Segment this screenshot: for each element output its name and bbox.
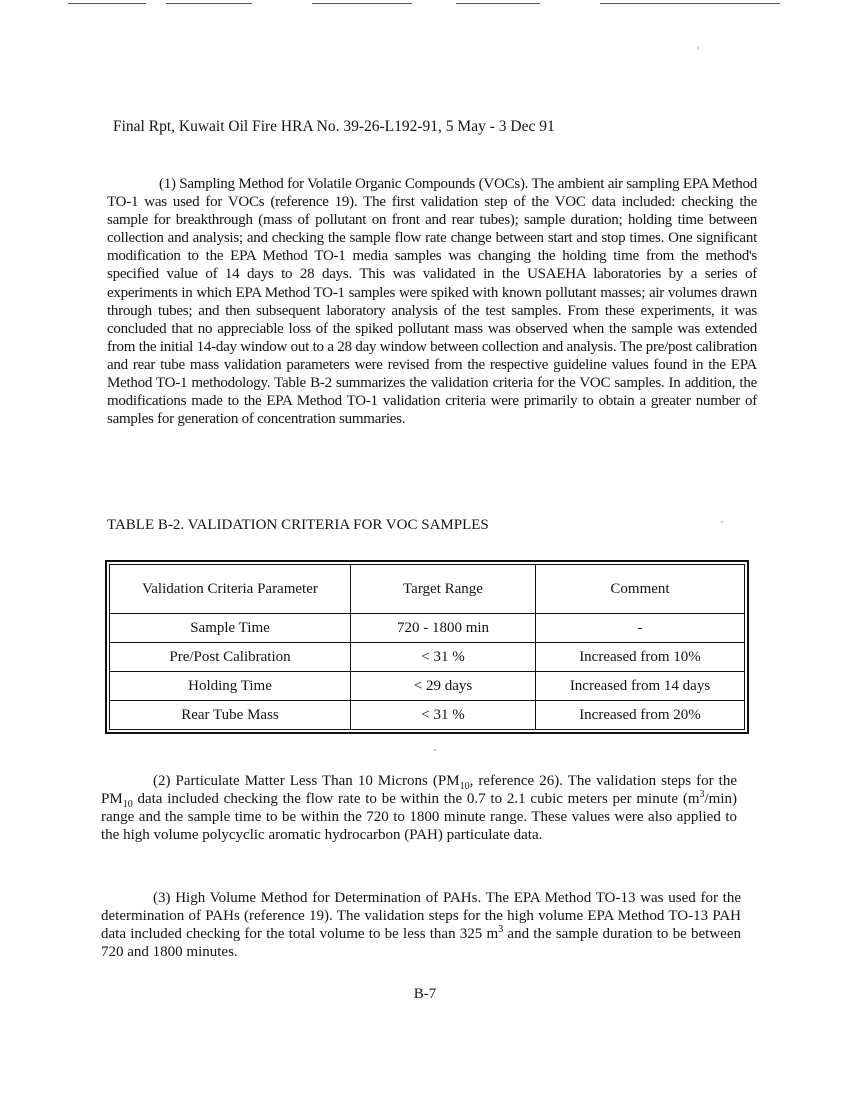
header-cell-comment: Comment	[536, 565, 745, 614]
paragraph-voc-sampling-text: (1) Sampling Method for Volatile Organic Compounds (VOCs). The ambient air sampling EPA Method TO-1 was used for VOCs (reference 19). The first validation step of the VOC data included: checking the sample for breakthrough (mass of pollutant on front and rear tubes); sample duration; holding time between collection and analysis; and checking the sample flow rate change between start and stop times. One significant modification to the EPA Method TO-1 media samples was changing the holding time from the method's specified value of 14 days to 28 days. This was validated in the USAEHA laboratories by a series of experiments in which EPA Method TO-1 samples were spiked with known pollutant masses; air volumes drawn through tubes; and then subsequent laboratory analysis of the test samples. From these experiments, it was concluded that no appreciable loss of the spiked pollutant mass was observed when the sample was extended from the initial 14-day window out to a 28 day window between collection and analysis. The pre/post calibration and rear tube mass validation parameters were revised from the respective guideline values found in the EPA Method TO-1 methodology. Table B-2 summarizes the validation criteria for the VOC samples. In addition, the modifications made to the EPA Method TO-1 validation criteria were primarily to obtain a greater number of samples for generation of concentration summaries.	[107, 176, 757, 428]
scan-artifact-line	[68, 3, 146, 4]
header-cell-target-range: Target Range	[351, 565, 536, 614]
table-row	[110, 643, 745, 672]
table-cell: 720 - 1800 min	[351, 614, 536, 643]
header-cell-parameter: Validation Criteria Parameter	[110, 565, 351, 614]
paragraph-pah	[101, 889, 741, 961]
superscript: 3	[498, 924, 504, 936]
validation-criteria-table-frame	[105, 560, 749, 734]
table-title: TABLE B-2. VALIDATION CRITERIA FOR VOC SAMPLES	[107, 517, 489, 533]
table-cell: < 31 %	[351, 701, 536, 730]
scan-artifact-line	[166, 3, 252, 4]
paragraph-pah-text: and the sample duration to be between 720 and 1800 minutes.	[101, 926, 741, 961]
paragraph-pm10-text: , reference 26). The validation steps for the PM	[101, 773, 738, 808]
table-cell: Holding Time	[110, 672, 351, 701]
subscript: 10	[459, 781, 470, 792]
table-header-row	[110, 565, 745, 614]
paragraph-pah-text: (3) High Volume Method for Determination of PAHs. The EPA Method TO-13 was used for the determination of PAHs (reference 19). The validation steps for the high volume EPA Method TO-13 PAH data included checking for the total volume to be less than 325 m	[101, 890, 741, 943]
paragraph-pm10-text: data included checking the flow rate to be within the 0.7 to 2.1 cubic meters per minute (m	[132, 791, 700, 808]
table-cell: < 29 days	[351, 672, 536, 701]
paragraph-pm10	[101, 772, 737, 844]
table-cell: -	[536, 614, 745, 643]
table-row	[110, 701, 745, 730]
paragraph-pm10-text: /min) range and the sample time to be within the 720 to 1800 minute range. These values were also applied to the high volume polycyclic aromatic hydrocarbon (PAH) particulate data.	[101, 791, 737, 844]
validation-criteria-table	[109, 564, 745, 730]
table-cell: Sample Time	[110, 614, 351, 643]
table-cell: Increased from 14 days	[536, 672, 745, 701]
document-header: Final Rpt, Kuwait Oil Fire HRA No. 39-26-L192-91, 5 May - 3 Dec 91	[113, 118, 555, 135]
scan-artifact-line	[600, 3, 780, 4]
subscript: 10	[122, 799, 133, 811]
table-cell: Rear Tube Mass	[110, 701, 351, 730]
scan-speck	[434, 749, 436, 751]
table-cell: < 31 %	[351, 643, 536, 672]
table-cell: Increased from 10%	[536, 643, 745, 672]
superscript: 3	[699, 789, 705, 801]
table-cell: Increased from 20%	[536, 701, 745, 730]
scan-speck	[721, 521, 723, 523]
paragraph-voc-sampling	[107, 175, 757, 428]
paragraph-pm10-text: (2) Particulate Matter Less Than 10 Microns (PM	[153, 773, 460, 789]
page-number: B-7	[413, 986, 437, 1002]
scan-artifact-line	[456, 3, 540, 4]
table-row	[110, 672, 745, 701]
table-cell: Pre/Post Calibration	[110, 643, 351, 672]
scan-speck	[697, 47, 699, 49]
table-row	[110, 614, 745, 643]
scan-artifact-line	[312, 3, 412, 4]
